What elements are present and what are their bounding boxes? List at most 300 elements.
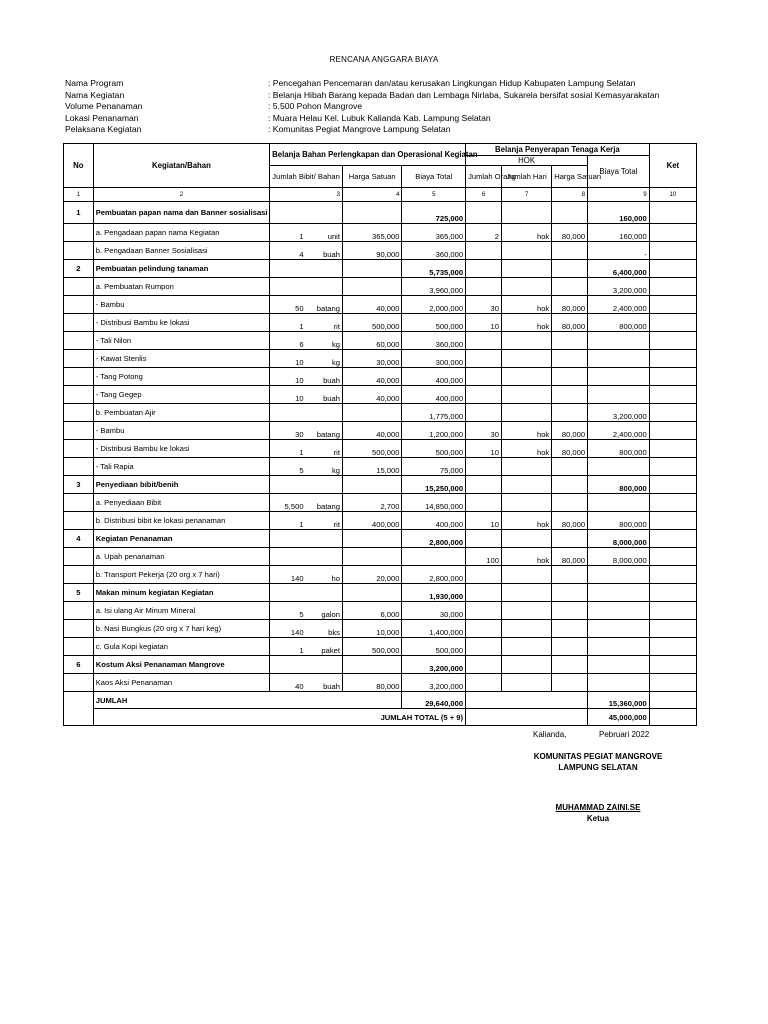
row-ket <box>649 440 696 458</box>
header-jumlah-orang: Jumlah Orang <box>466 166 502 188</box>
row-orang: 10 <box>466 314 502 332</box>
row-total: 3,200,000 <box>402 674 466 692</box>
row-qty: 140 <box>270 566 306 584</box>
row-no <box>64 620 94 638</box>
row-ket <box>649 404 696 422</box>
row-unit: kg <box>306 458 343 476</box>
table-row <box>64 224 697 242</box>
row-ket <box>649 584 696 602</box>
row-item: a. Isi ulang Air Minum Mineral <box>93 602 269 620</box>
table-row <box>64 512 697 530</box>
row-unit: kg <box>306 332 343 350</box>
row-item: Kaos Aksi Penanaman <box>93 674 269 692</box>
row-harga: 80,000 <box>552 548 588 566</box>
row-total: 360,000 <box>402 332 466 350</box>
row-qty: 1 <box>270 224 306 242</box>
header-belanja-bahan: Belanja Bahan Perlengkapan dan Operasional Kegiatan <box>270 144 466 166</box>
row-total: 1,400,000 <box>402 620 466 638</box>
row-total: 400,000 <box>402 368 466 386</box>
row-item: b. Transport Pekerja (20 org x 7 hari) <box>93 566 269 584</box>
row-btotal: 3,200,000 <box>588 278 650 296</box>
jumlah-total-label: JUMLAH TOTAL (5 + 9) <box>93 709 465 726</box>
row-orang <box>466 242 502 260</box>
row-price <box>342 548 401 566</box>
row-qty <box>270 476 306 494</box>
row-ket <box>649 314 696 332</box>
row-no <box>64 404 94 422</box>
meta-row <box>65 78 705 90</box>
row-total: 1,775,000 <box>402 404 466 422</box>
row-hok: hok <box>501 296 551 314</box>
row-total: 2,800,000 <box>402 530 466 548</box>
table-row <box>64 332 697 350</box>
table-row <box>64 656 697 674</box>
row-btotal <box>588 350 650 368</box>
table-row <box>64 566 697 584</box>
row-btotal: 160,000 <box>588 202 650 224</box>
row-orang <box>466 494 502 512</box>
row-ket <box>649 494 696 512</box>
row-ket <box>649 530 696 548</box>
jumlah-tenaga: 15,360,000 <box>588 692 650 709</box>
row-ket <box>649 602 696 620</box>
jumlah-no <box>64 692 94 709</box>
row-unit <box>306 656 343 674</box>
row-orang <box>466 278 502 296</box>
row-no <box>64 566 94 584</box>
row-qty: 1 <box>270 512 306 530</box>
colnum: 2 <box>93 188 269 202</box>
row-item: Pembuatan papan nama dan Banner sosialisasi <box>93 202 269 224</box>
row-btotal: - <box>588 242 650 260</box>
row-btotal: 8,000,000 <box>588 548 650 566</box>
row-price <box>342 278 401 296</box>
header-ket: Ket <box>649 144 696 188</box>
row-btotal <box>588 332 650 350</box>
jumlah-total-value: 45,000,000 <box>588 709 650 726</box>
row-orang <box>466 638 502 656</box>
row-qty: 10 <box>270 386 306 404</box>
colnum: 9 <box>588 188 650 202</box>
row-unit: rit <box>306 314 343 332</box>
row-orang <box>466 566 502 584</box>
row-price: 500,000 <box>342 440 401 458</box>
row-harga <box>552 494 588 512</box>
row-total: 2,000,000 <box>402 296 466 314</box>
meta-row <box>65 90 705 102</box>
colnum: 6 <box>466 188 502 202</box>
colnum: 8 <box>552 188 588 202</box>
row-ket <box>649 674 696 692</box>
table-row <box>64 476 697 494</box>
row-item: Kegiatan Penanaman <box>93 530 269 548</box>
row-hok <box>501 476 551 494</box>
row-btotal: 2,400,000 <box>588 422 650 440</box>
row-orang <box>466 368 502 386</box>
row-hok <box>501 566 551 584</box>
row-item: b. Pembuatan Ajir <box>93 404 269 422</box>
row-ket <box>649 566 696 584</box>
table-row <box>64 260 697 278</box>
row-unit: buah <box>306 674 343 692</box>
row-no <box>64 296 94 314</box>
row-total: 400,000 <box>402 512 466 530</box>
row-hok: hok <box>501 314 551 332</box>
header-harga-satuan: Harga Satuan <box>342 166 401 188</box>
row-qty: 10 <box>270 368 306 386</box>
row-orang <box>466 674 502 692</box>
row-btotal: 800,000 <box>588 476 650 494</box>
row-qty <box>270 202 306 224</box>
column-number-row <box>64 188 697 202</box>
colnum: 5 <box>402 188 466 202</box>
row-price: 40,000 <box>342 296 401 314</box>
row-hok <box>501 458 551 476</box>
signatory-name: MUHAMMAD ZAINI.SE <box>555 803 641 812</box>
row-harga <box>552 620 588 638</box>
row-btotal <box>588 638 650 656</box>
row-harga: 80,000 <box>552 440 588 458</box>
sign-date: Pebruari 2022 <box>599 730 650 739</box>
row-no <box>64 674 94 692</box>
row-hok <box>501 584 551 602</box>
row-hok <box>501 368 551 386</box>
row-orang: 30 <box>466 296 502 314</box>
budget-table <box>63 143 697 726</box>
row-orang <box>466 404 502 422</box>
header-belanja-tenaga: Belanja Penyerapan Tenaga Kerja <box>466 144 650 156</box>
row-harga: 80,000 <box>552 296 588 314</box>
row-orang <box>466 602 502 620</box>
row-ket <box>649 296 696 314</box>
row-unit <box>306 404 343 422</box>
row-total: 725,000 <box>402 202 466 224</box>
table-row <box>64 602 697 620</box>
row-total: 500,000 <box>402 314 466 332</box>
row-no <box>64 458 94 476</box>
row-item: a. Pengadaan papan nama Kegiatan <box>93 224 269 242</box>
row-total: 14,850,000 <box>402 494 466 512</box>
row-price: 500,000 <box>342 314 401 332</box>
row-no <box>64 386 94 404</box>
row-orang <box>466 202 502 224</box>
jumlah-row <box>64 692 697 709</box>
table-row <box>64 422 697 440</box>
row-item: - Tali Nilon <box>93 332 269 350</box>
header-biaya-total-tenaga: Biaya Total <box>588 156 650 188</box>
row-ket <box>649 422 696 440</box>
row-harga <box>552 368 588 386</box>
row-ket <box>649 368 696 386</box>
row-qty <box>270 530 306 548</box>
row-unit <box>306 278 343 296</box>
table-row <box>64 440 697 458</box>
row-orang <box>466 620 502 638</box>
row-unit: rit <box>306 512 343 530</box>
row-orang: 10 <box>466 440 502 458</box>
row-ket <box>649 512 696 530</box>
row-unit: batang <box>306 422 343 440</box>
row-harga: 80,000 <box>552 224 588 242</box>
row-qty: 1 <box>270 314 306 332</box>
row-item: c. Gula Kopi kegiatan <box>93 638 269 656</box>
row-total: 30,000 <box>402 602 466 620</box>
row-orang: 30 <box>466 422 502 440</box>
row-no <box>64 440 94 458</box>
row-no: 4 <box>64 530 94 548</box>
row-no: 5 <box>64 584 94 602</box>
row-no: 6 <box>64 656 94 674</box>
row-qty: 5,500 <box>270 494 306 512</box>
meta-row <box>65 124 705 136</box>
row-qty: 40 <box>270 674 306 692</box>
jumlah-total-no <box>64 709 94 726</box>
row-price: 400,000 <box>342 512 401 530</box>
row-qty: 6 <box>270 332 306 350</box>
row-qty: 10 <box>270 350 306 368</box>
jumlah-tenaga-blank <box>466 692 588 709</box>
row-hok <box>501 656 551 674</box>
row-unit <box>306 476 343 494</box>
row-qty: 1 <box>270 638 306 656</box>
row-unit: bks <box>306 620 343 638</box>
row-no <box>64 332 94 350</box>
sign-org-line1: KOMUNITAS PEGIAT MANGROVE <box>533 752 663 761</box>
sign-place: Kalianda, <box>533 730 567 739</box>
colnum: 10 <box>649 188 696 202</box>
row-price: 15,000 <box>342 458 401 476</box>
jumlah-bahan: 29,640,000 <box>402 692 466 709</box>
row-btotal: 800,000 <box>588 440 650 458</box>
row-item: - Tali Rapia <box>93 458 269 476</box>
signatory-role: Ketua <box>586 814 610 823</box>
row-item: b. Nasi Bungkus (20 org x 7 hari keg) <box>93 620 269 638</box>
row-price <box>342 404 401 422</box>
row-item: - Bambu <box>93 296 269 314</box>
meta-row <box>65 113 705 125</box>
header-harga-satuan-tenaga: Harga Satuan <box>552 166 588 188</box>
header-jumlah-hari: Jumlah Hari <box>501 166 551 188</box>
row-unit <box>306 202 343 224</box>
row-unit: rit <box>306 440 343 458</box>
row-item: - Tang Gegep <box>93 386 269 404</box>
row-price: 365,000 <box>342 224 401 242</box>
program-details <box>65 78 705 136</box>
meta-value: : 5.500 Pohon Mangrove <box>268 101 363 112</box>
row-no <box>64 242 94 260</box>
row-item: - Bambu <box>93 422 269 440</box>
row-hok: hok <box>501 548 551 566</box>
row-harga <box>552 602 588 620</box>
row-orang <box>466 350 502 368</box>
table-row <box>64 404 697 422</box>
row-btotal <box>588 674 650 692</box>
row-total: 15,250,000 <box>402 476 466 494</box>
row-ket <box>649 638 696 656</box>
row-harga: 80,000 <box>552 512 588 530</box>
header-no: No <box>64 144 94 188</box>
row-ket <box>649 202 696 224</box>
table-row <box>64 242 697 260</box>
row-ket <box>649 350 696 368</box>
document-title: RENCANA ANGGARA BIAYA <box>329 55 439 64</box>
row-unit: batang <box>306 494 343 512</box>
row-item: Pembuatan pelindung tanaman <box>93 260 269 278</box>
row-hok <box>501 242 551 260</box>
row-price: 20,000 <box>342 566 401 584</box>
meta-value: : Belanja Hibah Barang kepada Badan dan Lembaga Nirlaba, Sukarela bersifat sosial Kemasyarakatan <box>268 89 660 100</box>
table-row <box>64 202 697 224</box>
row-ket <box>649 260 696 278</box>
row-btotal: 160,000 <box>588 224 650 242</box>
row-total: 3,960,000 <box>402 278 466 296</box>
header-hok: HOK <box>466 156 588 166</box>
row-qty <box>270 278 306 296</box>
row-btotal <box>588 494 650 512</box>
row-ket <box>649 476 696 494</box>
row-no <box>64 368 94 386</box>
row-orang: 100 <box>466 548 502 566</box>
row-btotal: 800,000 <box>588 512 650 530</box>
row-no <box>64 224 94 242</box>
row-unit <box>306 260 343 278</box>
row-hok <box>501 202 551 224</box>
row-hok <box>501 530 551 548</box>
meta-label: Pelaksana Kegiatan <box>65 124 142 135</box>
row-no <box>64 422 94 440</box>
row-unit: unit <box>306 224 343 242</box>
table-row <box>64 296 697 314</box>
row-unit <box>306 548 343 566</box>
row-hok <box>501 494 551 512</box>
meta-label: Nama Program <box>65 78 124 88</box>
row-btotal: 6,400,000 <box>588 260 650 278</box>
row-ket <box>649 620 696 638</box>
table-row <box>64 584 697 602</box>
row-item: Makan minum kegiatan Kegiatan <box>93 584 269 602</box>
row-hok <box>501 620 551 638</box>
row-harga <box>552 332 588 350</box>
row-total: 3,200,000 <box>402 656 466 674</box>
table-row <box>64 674 697 692</box>
table-row <box>64 368 697 386</box>
table-row <box>64 494 697 512</box>
table-row <box>64 638 697 656</box>
jumlah-total-row <box>64 709 697 726</box>
row-qty <box>270 404 306 422</box>
row-total: 1,930,000 <box>402 584 466 602</box>
row-unit: kg <box>306 350 343 368</box>
table-row <box>64 458 697 476</box>
row-harga: 80,000 <box>552 422 588 440</box>
table-row <box>64 278 697 296</box>
row-unit: buah <box>306 386 343 404</box>
table-row <box>64 530 697 548</box>
row-btotal <box>588 602 650 620</box>
row-no <box>64 494 94 512</box>
jumlah-label: JUMLAH <box>93 692 402 709</box>
row-hok <box>501 350 551 368</box>
table-row <box>64 620 697 638</box>
meta-value: : Muara Helau Kel. Lubuk Kalianda Kab. Lampung Selatan <box>268 112 491 123</box>
row-orang <box>466 260 502 278</box>
row-no: 2 <box>64 260 94 278</box>
row-item: - Tang Potong <box>93 368 269 386</box>
row-total: 500,000 <box>402 638 466 656</box>
row-item: b. Distribusi bibit ke lokasi penanaman <box>93 512 269 530</box>
row-unit: ho <box>306 566 343 584</box>
row-btotal: 2,400,000 <box>588 296 650 314</box>
row-price: 30,000 <box>342 350 401 368</box>
colnum: 3 <box>270 188 343 202</box>
row-no <box>64 548 94 566</box>
row-btotal: 8,000,000 <box>588 530 650 548</box>
row-no <box>64 314 94 332</box>
row-qty <box>270 260 306 278</box>
row-price: 40,000 <box>342 368 401 386</box>
row-ket <box>649 332 696 350</box>
row-unit <box>306 584 343 602</box>
row-qty: 50 <box>270 296 306 314</box>
row-unit: galon <box>306 602 343 620</box>
row-price: 80,000 <box>342 674 401 692</box>
row-hok <box>501 332 551 350</box>
row-qty: 4 <box>270 242 306 260</box>
row-total: 500,000 <box>402 440 466 458</box>
table-row <box>64 314 697 332</box>
row-hok: hok <box>501 440 551 458</box>
row-total: 360,000 <box>402 242 466 260</box>
table-row <box>64 386 697 404</box>
row-total: 300,000 <box>402 350 466 368</box>
row-harga <box>552 674 588 692</box>
row-ket <box>649 224 696 242</box>
row-hok <box>501 404 551 422</box>
row-ket <box>649 386 696 404</box>
row-hok: hok <box>501 512 551 530</box>
row-harga <box>552 638 588 656</box>
row-hok <box>501 638 551 656</box>
row-no: 1 <box>64 202 94 224</box>
row-unit: batang <box>306 296 343 314</box>
sign-org-line2: LAMPUNG SELATAN <box>558 763 638 772</box>
row-ket <box>649 242 696 260</box>
row-hok: hok <box>501 224 551 242</box>
row-btotal: 800,000 <box>588 314 650 332</box>
row-btotal <box>588 386 650 404</box>
row-orang <box>466 332 502 350</box>
row-item: Kostum Aksi Penanaman Mangrove <box>93 656 269 674</box>
row-item: Penyediaan bibit/benih <box>93 476 269 494</box>
row-total: 2,800,000 <box>402 566 466 584</box>
row-no <box>64 512 94 530</box>
row-orang <box>466 458 502 476</box>
row-ket <box>649 458 696 476</box>
row-item: b. Pengadaan Banner Sosialisasi <box>93 242 269 260</box>
row-harga <box>552 476 588 494</box>
row-btotal <box>588 656 650 674</box>
row-unit: buah <box>306 242 343 260</box>
row-hok <box>501 278 551 296</box>
row-harga <box>552 566 588 584</box>
row-total: 5,735,000 <box>402 260 466 278</box>
row-item: a. Upah penanaman <box>93 548 269 566</box>
meta-label: Nama Kegiatan <box>65 89 125 100</box>
row-total: 1,200,000 <box>402 422 466 440</box>
row-btotal <box>588 584 650 602</box>
jumlah-ket <box>649 692 696 709</box>
row-no <box>64 350 94 368</box>
